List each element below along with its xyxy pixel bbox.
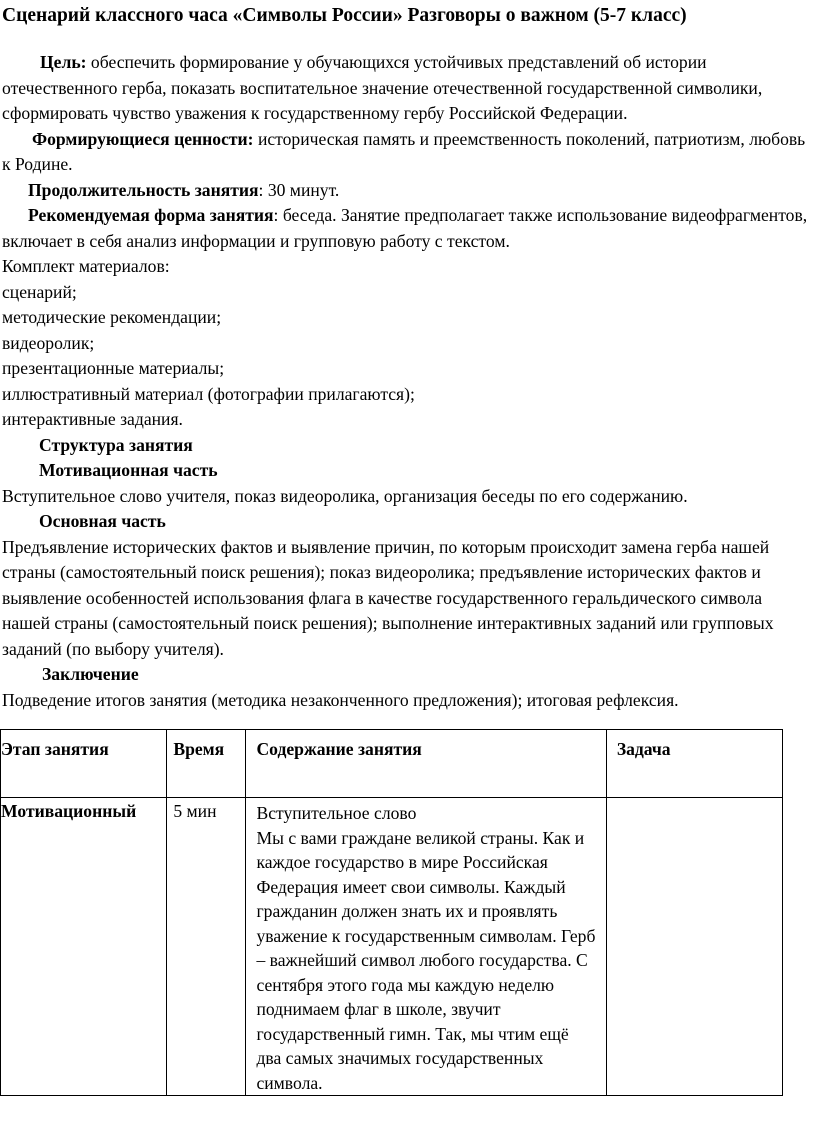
cell-time: 5 мин bbox=[167, 798, 246, 1096]
duration-text: : 30 минут. bbox=[258, 179, 340, 200]
main-part-heading: Основная часть bbox=[39, 511, 166, 531]
header-time: Время bbox=[167, 730, 246, 798]
structure-heading: Структура занятия bbox=[39, 434, 193, 455]
header-task: Задача bbox=[606, 730, 782, 798]
content-heading: Вступительное слово bbox=[256, 803, 417, 823]
materials-item: презентационные материалы; bbox=[2, 358, 225, 378]
motivation-heading: Мотивационная часть bbox=[39, 460, 218, 480]
materials-item: иллюстративный материал (фотографии прилагаются); bbox=[2, 383, 415, 404]
conclusion-heading: Заключение bbox=[42, 664, 139, 684]
document-title: Сценарий классного часа «Символы России» Разговоры о важном (5-7 класс) bbox=[2, 5, 687, 26]
duration-paragraph bbox=[2, 178, 814, 204]
motivation-text: Вступительное слово учителя, показ видеоролика, организация беседы по его содержанию. bbox=[2, 485, 688, 506]
document-body bbox=[2, 50, 814, 713]
lesson-table bbox=[0, 729, 783, 1096]
table-header-row bbox=[1, 730, 783, 798]
values-label: Формирующиеся ценности: bbox=[32, 128, 254, 149]
content-text: Мы с вами граждане великой страны. Как и каждое государство в мире Российская Федерация имеет свои символы. Каждый гражданин должен знать их и проявлять уважение к государственным символам. Герб – важнейший символ любого государства. С сентября этого года мы каждую неделю поднимаем флаг в школе, звучит государственный гимн. Так, мы чтим ещё два самых значимых государственных символа. bbox=[256, 827, 596, 1093]
materials-heading: Комплект материалов: bbox=[2, 256, 170, 276]
goal-paragraph bbox=[2, 50, 814, 127]
values-paragraph bbox=[2, 127, 814, 178]
goal-label: Цель: bbox=[40, 52, 87, 72]
duration-label: Продолжительность занятия bbox=[28, 179, 259, 200]
table-row bbox=[1, 798, 783, 1096]
materials-item: видеоролик; bbox=[2, 332, 95, 353]
cell-content bbox=[246, 798, 606, 1096]
header-stage: Этап занятия bbox=[1, 730, 167, 798]
materials-item: сценарий; bbox=[2, 281, 77, 302]
goal-text: обеспечить формирование у обучающихся устойчивых представлений об истории отечественного герба, показать воспитательное значение отечественной государственной символики, сформировать чувство уважения к государственному гербу Российской Федерации. bbox=[2, 52, 763, 123]
cell-stage: Мотивационный bbox=[1, 798, 167, 1096]
form-text: : беседа. Занятие предполагает также использование видеофрагментов, включает в себя анализ информации и групповую работу с текстом. bbox=[2, 205, 808, 251]
materials-item: интерактивные задания. bbox=[2, 409, 183, 429]
conclusion-text: Подведение итогов занятия (методика незаконченного предложения); итоговая рефлексия. bbox=[2, 689, 679, 710]
header-content: Содержание занятия bbox=[246, 730, 606, 798]
form-paragraph bbox=[2, 203, 814, 254]
main-part-text: Предъявление исторических фактов и выявление причин, по которым происходит замена герба нашей страны (самостоятельный поиск решения); показ видеоролика; предъявление исторических фактов и выявление особенностей использования флага в качестве государственного геральдического символа нашей страны (самостоятельный поиск решения); выполнение интерактивных заданий или групповых заданий (по выбору учителя). bbox=[2, 536, 774, 659]
values-text: историческая память и преемственность поколений, патриотизм, любовь к Родине. bbox=[2, 128, 806, 174]
form-label: Рекомендуемая форма занятия bbox=[28, 205, 274, 225]
cell-task bbox=[606, 798, 782, 1096]
materials-item: методические рекомендации; bbox=[2, 307, 222, 327]
